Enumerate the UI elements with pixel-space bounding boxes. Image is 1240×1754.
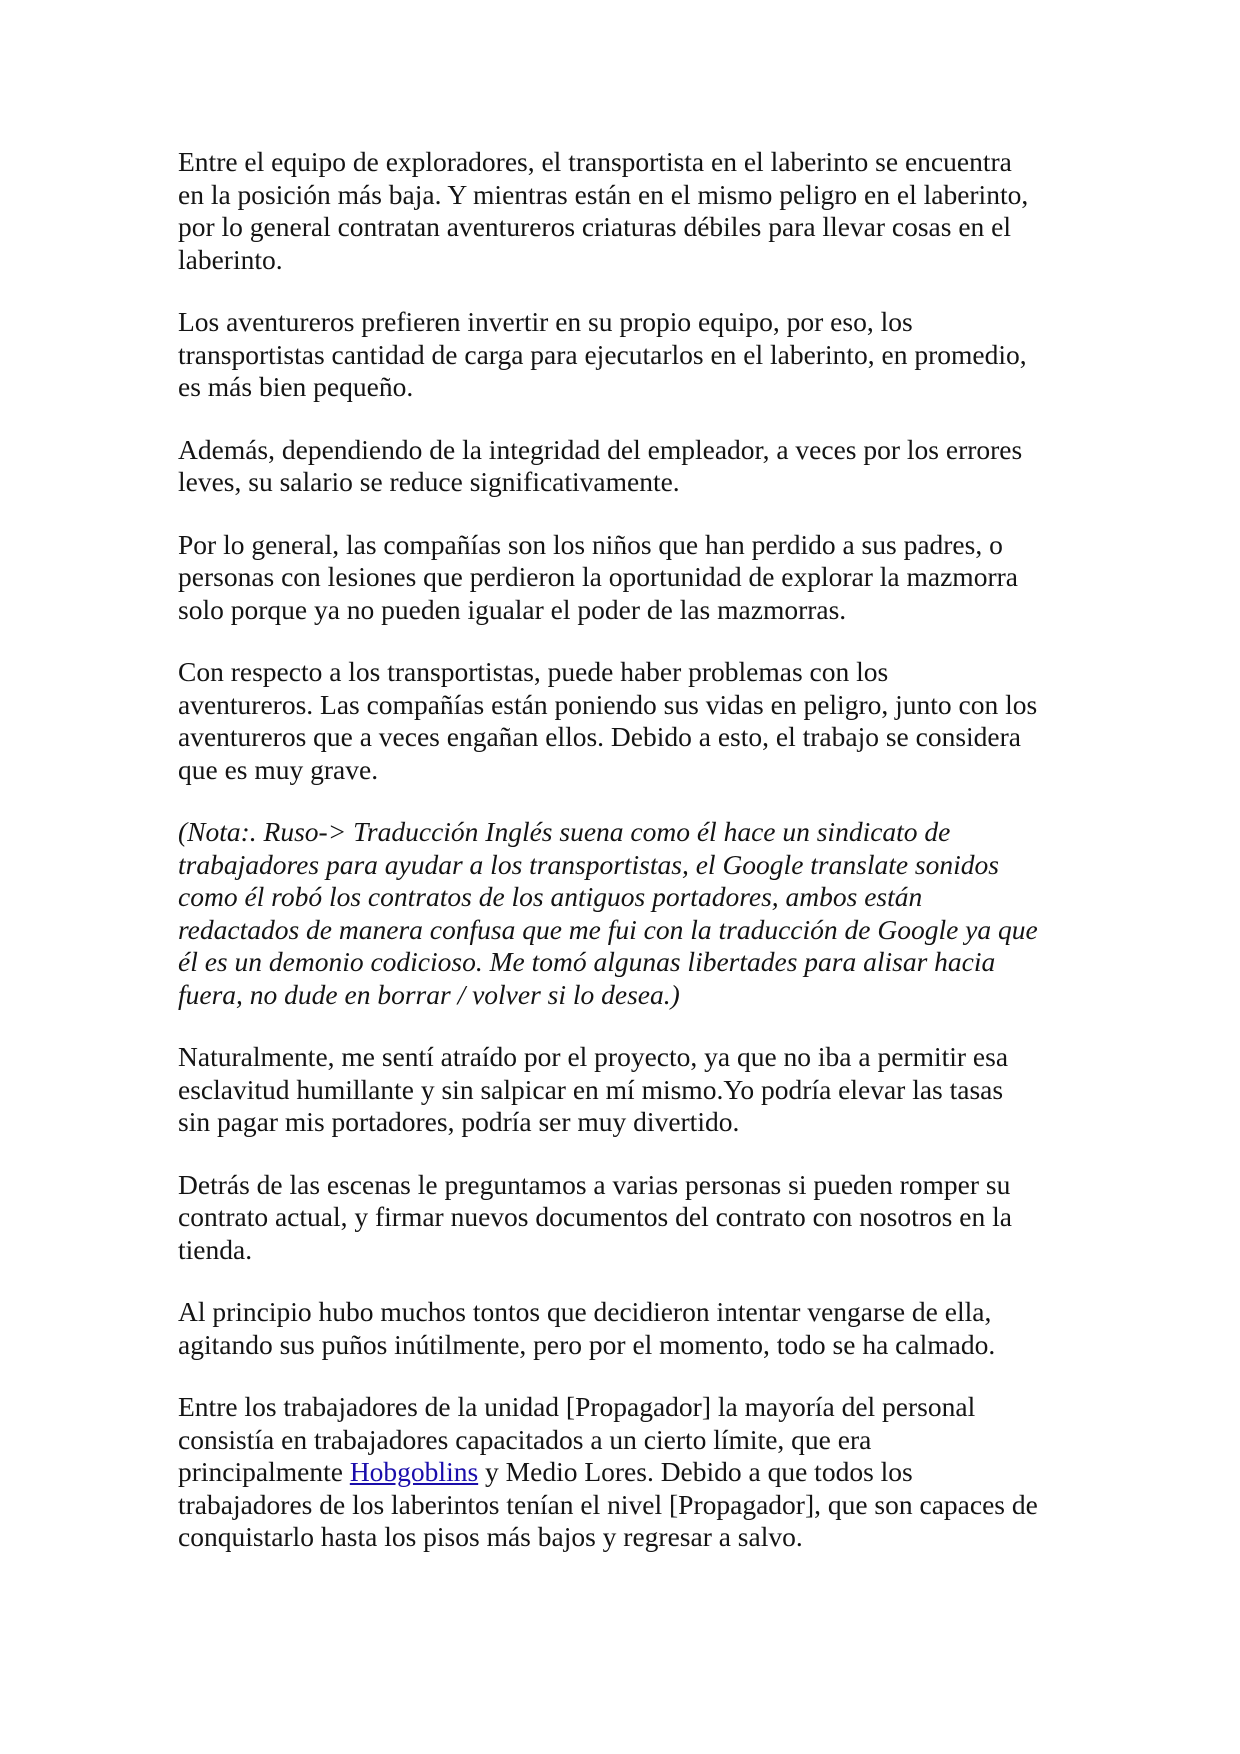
paragraph-line: esclavitud humillante y sin salpicar en mí mismo.Yo podría elevar las tasas <box>178 1073 1004 1105</box>
paragraph-1 <box>178 146 1078 276</box>
paragraph-line: aventureros. Las compañías están poniendo sus vidas en peligro, junto con los <box>178 688 1038 720</box>
paragraph-line: transportistas cantidad de carga para ejecutarlos en el laberinto, en promedio, <box>178 338 1027 370</box>
paragraph-line: Al principio hubo muchos tontos que decidieron intentar vengarse de ella, <box>178 1296 992 1327</box>
paragraph-line: trabajadores para ayudar a los transportistas, el Google translate sonidos <box>178 848 999 880</box>
paragraph-line: tienda. <box>178 1233 253 1265</box>
paragraph-line: solo porque ya no pueden igualar el poder de las mazmorras. <box>178 593 847 625</box>
paragraph-4 <box>178 529 1078 627</box>
paragraph-line: personas con lesiones que perdieron la oportunidad de explorar la mazmorra <box>178 561 1018 592</box>
paragraph-line: Con respecto a los transportistas, puede haber problemas con los <box>178 656 889 687</box>
paragraph-line: leves, su salario se reduce significativamente. <box>178 466 680 497</box>
paragraph-line: agitando sus puños inútilmente, pero por el momento, todo se ha calmado. <box>178 1328 996 1360</box>
paragraph-line: es más bien pequeño. <box>178 371 414 402</box>
paragraph-7 <box>178 1041 1078 1139</box>
paragraph-2 <box>178 306 1078 404</box>
paragraph-8 <box>178 1169 1078 1267</box>
paragraph-line: redactados de manera confusa que me fui con la traducción de Google ya que <box>178 913 1038 945</box>
paragraph-3 <box>178 434 1078 499</box>
translator-note <box>178 816 1078 1011</box>
paragraph-line: sin pagar mis portadores, podría ser muy divertido. <box>178 1106 740 1137</box>
paragraph-line: (Nota:. Ruso-> Traducción Inglés suena como él hace un sindicato de <box>178 816 951 847</box>
paragraph-9 <box>178 1296 1078 1361</box>
hobgoblins-link[interactable]: Hobgoblins <box>349 1456 479 1487</box>
paragraph-line-text: y Medio Lores. Debido a que todos los <box>478 1456 913 1487</box>
paragraph-line: consistía en trabajadores capacitados a un cierto límite, que era <box>178 1423 872 1455</box>
paragraph-line: trabajadores de los laberintos tenían el nivel [Propagador], que son capaces de <box>178 1488 1038 1520</box>
paragraph-line: Detrás de las escenas le preguntamos a varias personas si pueden romper su <box>178 1168 1011 1200</box>
paragraph-line: laberinto. <box>178 243 283 275</box>
document-body <box>178 146 1078 1584</box>
paragraph-line: fuera, no dude en borrar / volver si lo desea.) <box>178 978 680 1010</box>
paragraph-line: en la posición más baja. Y mientras están en el mismo peligro en el laberinto, <box>178 178 1029 210</box>
paragraph-line: que es muy grave. <box>178 753 379 785</box>
paragraph-line: Los aventureros prefieren invertir en su propio equipo, por eso, los <box>178 306 913 337</box>
paragraph-line: Entre el equipo de exploradores, el transportista en el laberinto se encuentra <box>178 146 1012 177</box>
paragraph-line: por lo general contratan aventureros criaturas débiles para llevar cosas en el <box>178 211 1012 242</box>
paragraph-line: conquistarlo hasta los pisos más bajos y regresar a salvo. <box>178 1521 803 1552</box>
paragraph-10 <box>178 1391 1078 1554</box>
paragraph-line: aventureros que a veces engañan ellos. Debido a esto, el trabajo se considera <box>178 721 1021 752</box>
paragraph-line: él es un demonio codicioso. Me tomó algunas libertades para alisar hacia <box>178 946 996 977</box>
paragraph-line: contrato actual, y firmar nuevos documentos del contrato con nosotros en la <box>178 1201 1012 1232</box>
paragraph-5 <box>178 656 1078 786</box>
paragraph-line: Naturalmente, me sentí atraído por el proyecto, ya que no iba a permitir esa <box>178 1041 1009 1072</box>
paragraph-line: Además, dependiendo de la integridad del empleador, a veces por los errores <box>178 433 1023 465</box>
paragraph-line-text: principalmente <box>178 1456 350 1487</box>
paragraph-line: como él robó los contratos de los antiguos portadores, ambos están <box>178 881 923 912</box>
paragraph-line: Entre los trabajadores de la unidad [Propagador] la mayoría del personal <box>178 1391 976 1422</box>
paragraph-line: Por lo general, las compañías son los niños que han perdido a sus padres, o <box>178 528 1003 560</box>
